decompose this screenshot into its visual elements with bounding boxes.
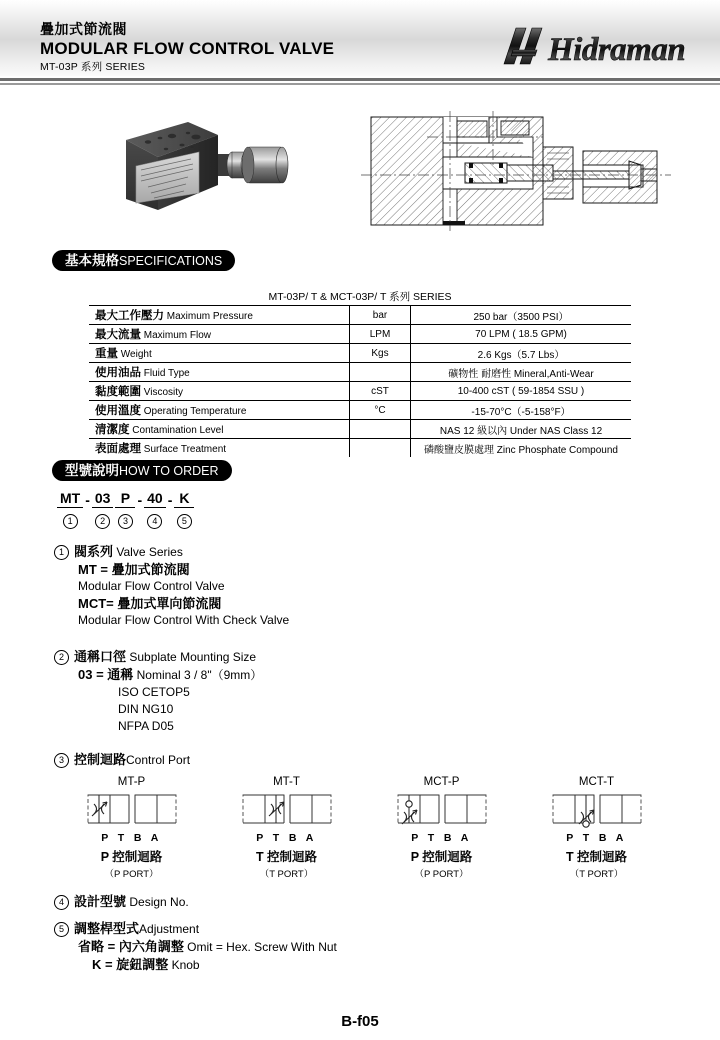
model-code-marker-2-cell	[91, 508, 115, 529]
model-code-seg-1: MT	[57, 490, 83, 508]
spec-row-unit	[350, 439, 411, 458]
order-item-2-title-cn: 通稱口徑	[74, 649, 127, 664]
spec-row-value: 礦物性 耐磨性 Mineral,Anti-Wear	[411, 363, 632, 382]
order-item-1-line-4: Modular Flow Control With Check Valve	[78, 613, 290, 627]
spec-row-unit: Kgs	[350, 344, 411, 363]
order-item-5-line-1-en: Omit = Hex. Screw With Nut	[187, 940, 337, 954]
how-to-order-section-header	[52, 460, 232, 481]
spec-table-row	[89, 420, 632, 439]
order-item-5-marker: 5	[54, 922, 69, 937]
model-code-marker-4-cell	[143, 508, 167, 529]
hydraulic-symbol-icon	[549, 791, 645, 831]
spec-row-label-en: Viscosity	[143, 387, 184, 398]
model-code-dash-2: -	[137, 492, 143, 508]
page-number: B-f05	[341, 1013, 379, 1030]
order-item-1-title	[54, 543, 289, 561]
spec-row-label-cn: 重量	[95, 348, 118, 360]
order-item-3-title-cn: 控制迴路	[74, 752, 127, 767]
symbol-port-labels: P T B A	[411, 832, 472, 844]
symbol-title: MT-T	[273, 776, 300, 788]
order-item-1-line-3: MCT= 疊加式單向節流閥	[78, 596, 222, 611]
symbol-subcaption: （T PORT）	[259, 869, 314, 880]
symbol-block-mct-t	[519, 776, 674, 880]
order-item-5-line-1	[54, 938, 337, 956]
spec-table-row	[89, 382, 632, 401]
spec-row-label	[89, 401, 350, 420]
model-code-table	[56, 490, 195, 529]
spec-row-label-cn: 清潔度	[95, 424, 130, 436]
header-rule-secondary	[0, 83, 720, 85]
logo-artwork	[496, 24, 706, 70]
order-item-4	[54, 893, 189, 911]
model-code-seg-4-cell	[143, 490, 167, 508]
symbol-title: MCT-P	[423, 776, 460, 788]
symbol-caption: P 控制迴路	[100, 850, 163, 864]
spec-table-header-row	[89, 287, 632, 306]
order-item-5-title	[54, 920, 337, 938]
hydraulic-symbol-icon	[394, 791, 490, 831]
page-series-label: MT-03P 系列 SERIES	[40, 61, 146, 73]
spec-table-row	[89, 439, 632, 458]
order-item-1	[54, 543, 289, 629]
order-item-2-title	[54, 648, 262, 666]
order-item-2-line-1-en: Nominal 3 / 8"（9mm）	[136, 668, 263, 682]
product-photo	[96, 107, 316, 232]
spec-row-label-en: Surface Treatment	[143, 444, 227, 455]
spec-row-label	[89, 382, 350, 401]
order-item-5-line-2-en: Knob	[171, 958, 200, 972]
page-title-cn: 疊加式節流閥	[40, 21, 127, 37]
page-title-en: MODULAR FLOW CONTROL VALVE	[40, 39, 335, 58]
spec-row-value: 70 LPM ( 18.5 GPM)	[411, 325, 632, 344]
order-item-3-marker: 3	[54, 753, 69, 768]
order-item-3-title	[54, 751, 190, 769]
model-code-breakdown	[56, 490, 195, 529]
spec-row-label	[89, 325, 350, 344]
product-photo-artwork	[96, 107, 316, 232]
model-code-seg-5-cell	[173, 490, 195, 508]
order-item-4-title-cn: 設計型號	[74, 894, 127, 909]
cross-section-drawing	[357, 107, 675, 233]
model-code-dash-3: -	[167, 492, 173, 508]
model-code-marker-3: 3	[118, 514, 133, 529]
model-code-marker-row	[56, 508, 195, 529]
spec-row-unit: °C	[350, 401, 411, 420]
spec-table-row	[89, 363, 632, 382]
order-item-2-line-3: DIN NG10	[118, 702, 174, 716]
order-item-5	[54, 920, 337, 974]
spec-row-unit	[350, 420, 411, 439]
spec-pill-label-cn: 基本規格	[65, 253, 119, 268]
specifications-table	[88, 286, 632, 458]
model-code-seg-2-cell	[91, 490, 115, 508]
spec-table-row	[89, 306, 632, 325]
symbol-port-labels: P T B A	[101, 832, 162, 844]
model-code-marker-3-cell	[114, 508, 136, 529]
order-pill-label-en: HOW TO ORDER	[119, 464, 219, 478]
cross-section-artwork	[357, 107, 675, 233]
symbol-port-labels: P T B A	[566, 832, 627, 844]
model-code-dash-1: -	[85, 492, 90, 508]
spec-row-value: 磷酸鹽皮膜處理 Zinc Phosphate Compound	[411, 439, 632, 458]
order-item-5-line-2	[54, 956, 337, 974]
symbol-title: MCT-T	[578, 776, 615, 788]
order-item-2-line-4: NFPA D05	[118, 719, 174, 733]
symbol-caption: P 控制迴路	[410, 850, 473, 864]
spec-row-label-cn: 使用溫度	[95, 405, 141, 417]
order-item-5-title-en: Adjustment	[139, 922, 200, 936]
symbol-caption: T 控制迴路	[255, 850, 318, 864]
model-code-marker-5: 5	[177, 514, 192, 529]
model-code-seg-5: K	[174, 490, 194, 508]
order-item-5-title-cn: 調整桿型式	[74, 921, 140, 936]
order-item-5-line-1-cn: 省略 = 內六角調整	[78, 939, 184, 954]
spec-row-value: NAS 12 級以內 Under NAS Class 12	[411, 420, 632, 439]
spec-table-row	[89, 401, 632, 420]
spec-row-unit: LPM	[350, 325, 411, 344]
order-item-2-line-1-cn: 03 = 通稱	[78, 667, 134, 682]
symbol-block-mt-p	[54, 776, 209, 880]
spec-row-label	[89, 420, 350, 439]
symbol-port-labels: P T B A	[256, 832, 317, 844]
spec-row-unit: bar	[350, 306, 411, 325]
model-code-marker-1-cell	[56, 508, 84, 529]
model-code-seg-4: 40	[144, 490, 166, 508]
symbol-block-mct-p	[364, 776, 519, 880]
order-item-3-title-en: Control Port	[126, 753, 191, 767]
hydraulic-symbol-icon	[84, 791, 180, 831]
model-code-segment-row	[56, 490, 195, 508]
symbol-subcaption: （T PORT）	[569, 869, 624, 880]
order-item-4-title	[54, 893, 189, 911]
header-rule-primary	[0, 78, 720, 81]
spec-row-label	[89, 363, 350, 382]
model-code-marker-2: 2	[95, 514, 110, 529]
spec-row-value: 250 bar（3500 PSI）	[411, 306, 632, 325]
spec-table-row	[89, 344, 632, 363]
order-item-3	[54, 751, 190, 769]
spec-row-label-en: Weight	[120, 349, 152, 360]
model-code-seg-3-cell	[114, 490, 136, 508]
order-item-2-title-en: Subplate Mounting Size	[129, 650, 257, 664]
spec-row-value: 2.6 Kgs（5.7 Lbs）	[411, 344, 632, 363]
svg-text:Hidraman: Hidraman	[548, 32, 686, 68]
order-item-5-line-2-cn: K = 旋鈕調整	[92, 957, 169, 972]
symbol-caption: T 控制迴路	[565, 850, 628, 864]
spec-row-label-en: Contamination Level	[132, 425, 224, 436]
order-item-1-title-en: Valve Series	[116, 545, 183, 559]
spec-row-label	[89, 344, 350, 363]
model-code-seg-2: 03	[92, 490, 114, 508]
specifications-section-header	[52, 250, 235, 271]
spec-row-label	[89, 306, 350, 325]
model-code-seg-1-cell	[56, 490, 84, 508]
spec-pill-label-en: SPECIFICATIONS	[119, 254, 223, 268]
model-code-marker-4: 4	[147, 514, 162, 529]
order-item-2-line-2: ISO CETOP5	[118, 685, 190, 699]
spec-row-value: -15-70°C（-5-158°F）	[411, 401, 632, 420]
symbol-subcaption: （P PORT）	[104, 869, 159, 880]
spec-row-label	[89, 439, 350, 458]
control-port-symbols	[54, 776, 674, 880]
spec-table-row	[89, 325, 632, 344]
spec-row-label-en: Operating Temperature	[143, 406, 247, 417]
model-code-seg-3: P	[115, 490, 135, 508]
order-item-2-line-1	[54, 666, 262, 684]
specifications-table-body	[89, 287, 632, 458]
order-item-1-title-cn: 閥系列	[74, 544, 114, 559]
order-item-2-marker: 2	[54, 650, 69, 665]
model-code-marker-1: 1	[63, 514, 78, 529]
symbol-title: MT-P	[117, 776, 146, 788]
symbol-block-mt-t	[209, 776, 364, 880]
header-titles	[40, 22, 334, 73]
spec-row-label-en: Maximum Pressure	[166, 311, 253, 322]
symbol-subcaption: （P PORT）	[414, 869, 469, 880]
order-item-1-line-1: MT = 疊加式節流閥	[78, 562, 190, 577]
spec-row-label-en: Fluid Type	[143, 368, 190, 379]
spec-row-label-cn: 最大流量	[95, 329, 141, 341]
spec-row-label-en: Maximum Flow	[143, 330, 212, 341]
spec-row-label-cn: 表面處理	[95, 443, 141, 455]
spec-row-value: 10-400 cST ( 59-1854 SSU )	[411, 382, 632, 401]
spec-row-unit	[350, 363, 411, 382]
model-code-marker-5-cell	[173, 508, 195, 529]
spec-row-unit: cST	[350, 382, 411, 401]
order-item-2	[54, 648, 262, 735]
spec-row-label-cn: 使用油品	[95, 367, 141, 379]
order-item-1-line-2: Modular Flow Control Valve	[78, 579, 225, 593]
order-item-4-marker: 4	[54, 895, 69, 910]
spec-table-header-cell: MT-03P/ T & MCT-03P/ T 系列 SERIES	[89, 287, 632, 306]
spec-row-label-cn: 黏度範圍	[95, 386, 141, 398]
hydraulic-symbol-icon	[239, 791, 335, 831]
spec-row-label-cn: 最大工作壓力	[95, 310, 164, 322]
order-item-4-title-en: Design No.	[129, 895, 189, 909]
hidraman-logo	[496, 24, 706, 70]
order-item-1-marker: 1	[54, 545, 69, 560]
order-pill-label-cn: 型號說明	[65, 463, 119, 478]
